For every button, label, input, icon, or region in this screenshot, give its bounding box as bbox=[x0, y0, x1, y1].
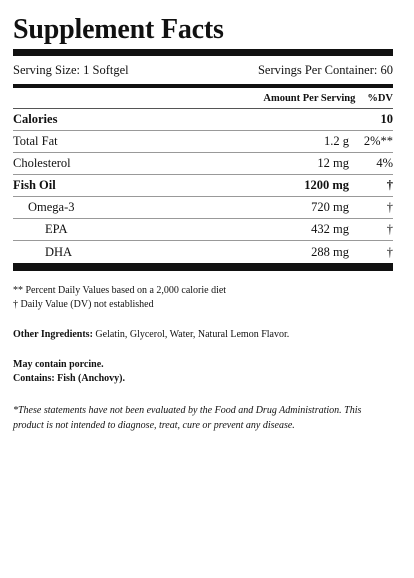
footnote-percent-dv: ** Percent Daily Values based on a 2,000 calorie diet bbox=[13, 285, 227, 296]
nutrient-row-total-fat bbox=[13, 131, 393, 153]
nutrient-amount: 720 mg bbox=[311, 200, 349, 214]
nutrient-name: Total Fat bbox=[13, 134, 58, 148]
nutrient-name: EPA bbox=[45, 222, 68, 236]
other-ingredients bbox=[13, 328, 393, 342]
nutrient-dv: † bbox=[386, 222, 393, 236]
nutrient-row-calories bbox=[13, 109, 393, 131]
label-title: Supplement Facts bbox=[13, 14, 224, 45]
nutrient-name: Fish Oil bbox=[13, 178, 56, 192]
servings-per-container: Servings Per Container: 60 bbox=[257, 62, 393, 77]
nutrient-name: Omega-3 bbox=[28, 200, 75, 214]
nutrient-row-dha bbox=[13, 241, 393, 263]
nutrient-dv: 4% bbox=[376, 156, 393, 170]
supplement-facts-label bbox=[13, 0, 393, 433]
other-ingredients-text: Gelatin, Glycerol, Water, Natural Lemon Flavor. bbox=[92, 329, 290, 340]
title-divider bbox=[13, 49, 393, 56]
serving-info bbox=[13, 56, 393, 84]
nutrient-dv: 2%** bbox=[363, 134, 393, 148]
nutrient-name: Calories bbox=[13, 112, 58, 126]
nutrient-row-omega-3 bbox=[13, 197, 393, 219]
nutrient-row-cholesterol bbox=[13, 153, 393, 175]
nutrient-amount: 432 mg bbox=[311, 222, 349, 236]
fda-disclaimer: *These statements have not been evaluated by the Food and Drug Administration. This product is not intended to diagnose, treat, cure or prevent any disease. bbox=[13, 405, 362, 431]
footnote-dv-not-established: † Daily Value (DV) not established bbox=[13, 299, 154, 310]
nutrient-row-fish-oil bbox=[13, 175, 393, 197]
nutrient-row-epa bbox=[13, 219, 393, 241]
amount-per-serving-header: Amount Per Serving bbox=[263, 92, 356, 104]
nutrient-name: Cholesterol bbox=[13, 156, 71, 170]
column-header bbox=[13, 88, 393, 109]
nutrient-name: DHA bbox=[45, 244, 73, 259]
contains-text: Contains: Fish (Anchovy). bbox=[13, 373, 125, 384]
serving-size: Serving Size: 1 Softgel bbox=[13, 62, 129, 77]
nutrient-amount: 1200 mg bbox=[304, 178, 349, 192]
other-ingredients-label: Other Ingredients: bbox=[13, 329, 93, 340]
nutrient-dv: † bbox=[386, 178, 393, 192]
nutrient-dv: 10 bbox=[380, 112, 393, 126]
footnotes bbox=[13, 284, 393, 312]
allergen-info bbox=[13, 358, 393, 386]
nutrient-amount: 288 mg bbox=[311, 244, 349, 259]
nutrient-amount: 1.2 g bbox=[324, 134, 349, 148]
may-contain-text: May contain porcine. bbox=[13, 359, 104, 370]
nutrient-dv: † bbox=[386, 200, 393, 214]
dv-header: %DV bbox=[367, 92, 393, 104]
nutrient-dv: † bbox=[386, 244, 393, 259]
nutrient-amount: 12 mg bbox=[317, 156, 349, 170]
facts-end-bar bbox=[13, 263, 393, 271]
